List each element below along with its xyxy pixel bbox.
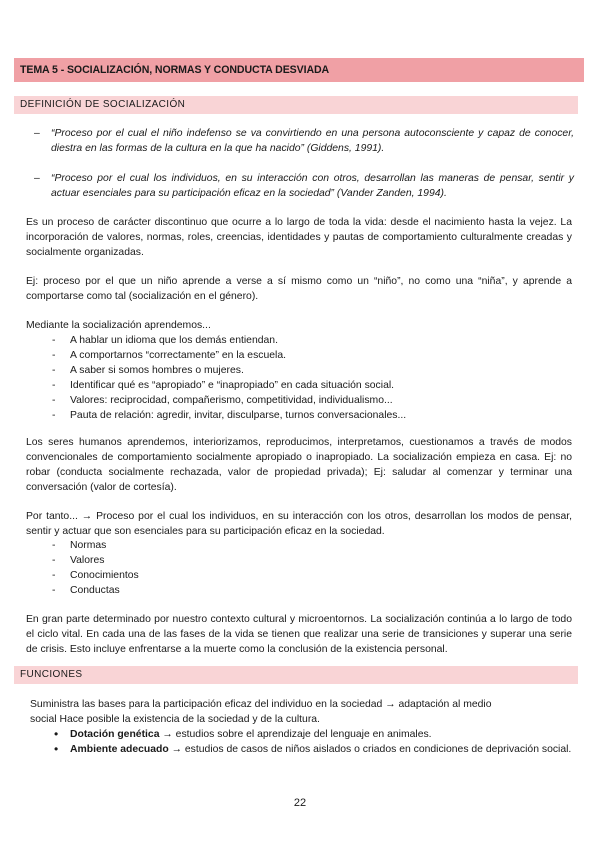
- paragraph-seres-humanos: Los seres humanos aprendemos, interiorizamos, reproducimos, interpretamos, cuestionamos a través de modos convencionales de comportamiento socialmente apropiado o inapropiado. La socialización empieza en casa. Ej: no robar (conducta socialmente rechazada, valor de propiedad privada); Ej: saludar al comenzar y terminar una conversación (valor de cortesía).: [26, 437, 572, 493]
- section-heading-funciones: FUNCIONES: [14, 666, 578, 684]
- quote-dash: –: [34, 173, 40, 184]
- paragraph-proceso: Es un proceso de carácter discontinuo que ocurre a lo largo de toda la vida: desde el nacimiento hasta la vejez. La incorporación de valores, normas, roles, creencias, identidades y pautas de comportamiento culturalmente creadas y socialmente organizadas.: [26, 217, 572, 258]
- paragraph-por-tanto: Por tanto... → Proceso por el cual los individuos, en su interacción con los otros, desarrollan los modos de pensar, sentir y actuar que son esenciales para su participación eficaz en la sociedad.: [26, 511, 572, 537]
- list-item: - A comportarnos “correctamente” en la escuela.: [52, 350, 286, 361]
- list-item: - Conductas: [52, 585, 120, 596]
- list-item: - Identificar qué es “apropiado” e “inapropiado” en cada situación social.: [52, 380, 395, 391]
- learn-list: [52, 333, 572, 423]
- tanto-list: [52, 538, 572, 598]
- list-item: - Conocimientos: [52, 570, 139, 581]
- chapter-title: TEMA 5 - SOCIALIZACIÓN, NORMAS Y CONDUCTA DESVIADA: [14, 58, 584, 82]
- list-item: - A hablar un idioma que los demás entiendan.: [52, 335, 278, 346]
- paragraph-funciones: [30, 697, 570, 727]
- quote-text: “Proceso por el cual el niño indefenso se va convirtiendo en una persona autoconsciente y capaz de conocer, diestra en las formas de la cultura en la que ha nacido” (Giddens, 1991).: [51, 128, 574, 154]
- list-item: • Ambiente adecuado → estudios de casos de niños aislados o criados en condiciones de deprivación social.: [54, 742, 572, 756]
- paragraph-ejemplo-genero: Ej: proceso por el que un niño aprende a verse a sí mismo como un “niño”, no como una “niña”, y aprende a comportarse como tal (socialización en el género).: [26, 276, 572, 302]
- funciones-line: social Hace posible la existencia de la sociedad y de la cultura.: [30, 714, 320, 725]
- section-heading-definicion: DEFINICIÓN DE SOCIALIZACIÓN: [14, 96, 578, 114]
- quote-dash: –: [34, 128, 40, 139]
- list-item: • Dotación genética → estudios sobre el aprendizaje del lenguaje en animales.: [54, 727, 432, 741]
- learn-intro: Mediante la socialización aprendemos...: [26, 320, 211, 331]
- funciones-line: Suministra las bases para la participación eficaz del individuo en la sociedad → adaptación al medio: [30, 699, 492, 710]
- list-item: - Pauta de relación: agredir, invitar, disculparse, turnos conversacionales...: [52, 410, 407, 421]
- list-item: - Normas: [52, 540, 107, 551]
- page-number: 22: [293, 797, 307, 809]
- funciones-bullets: [52, 727, 572, 757]
- paragraph-contexto-cultural: En gran parte determinado por nuestro contexto cultural y microentornos. La socialización continúa a lo largo de todo el ciclo vital. En cada una de las fases de la vida se tienen que realizar una serie de transiciones y superar una serie de crisis. Esto incluye enfrentarse a la muerte como la conclusión de la existencia personal.: [26, 614, 572, 655]
- quote-text: “Proceso por el cual los individuos, en su interacción con otros, desarrollan las maneras de pensar, sentir y actuar esenciales para su participación eficaz en la sociedad” (Vander Zanden, 1994).: [51, 173, 574, 199]
- list-item: - A saber si somos hombres o mujeres.: [52, 365, 244, 376]
- list-item: - Valores: reciprocidad, compañerismo, competitividad, individualismo...: [52, 395, 393, 406]
- list-item: - Valores: [52, 555, 105, 566]
